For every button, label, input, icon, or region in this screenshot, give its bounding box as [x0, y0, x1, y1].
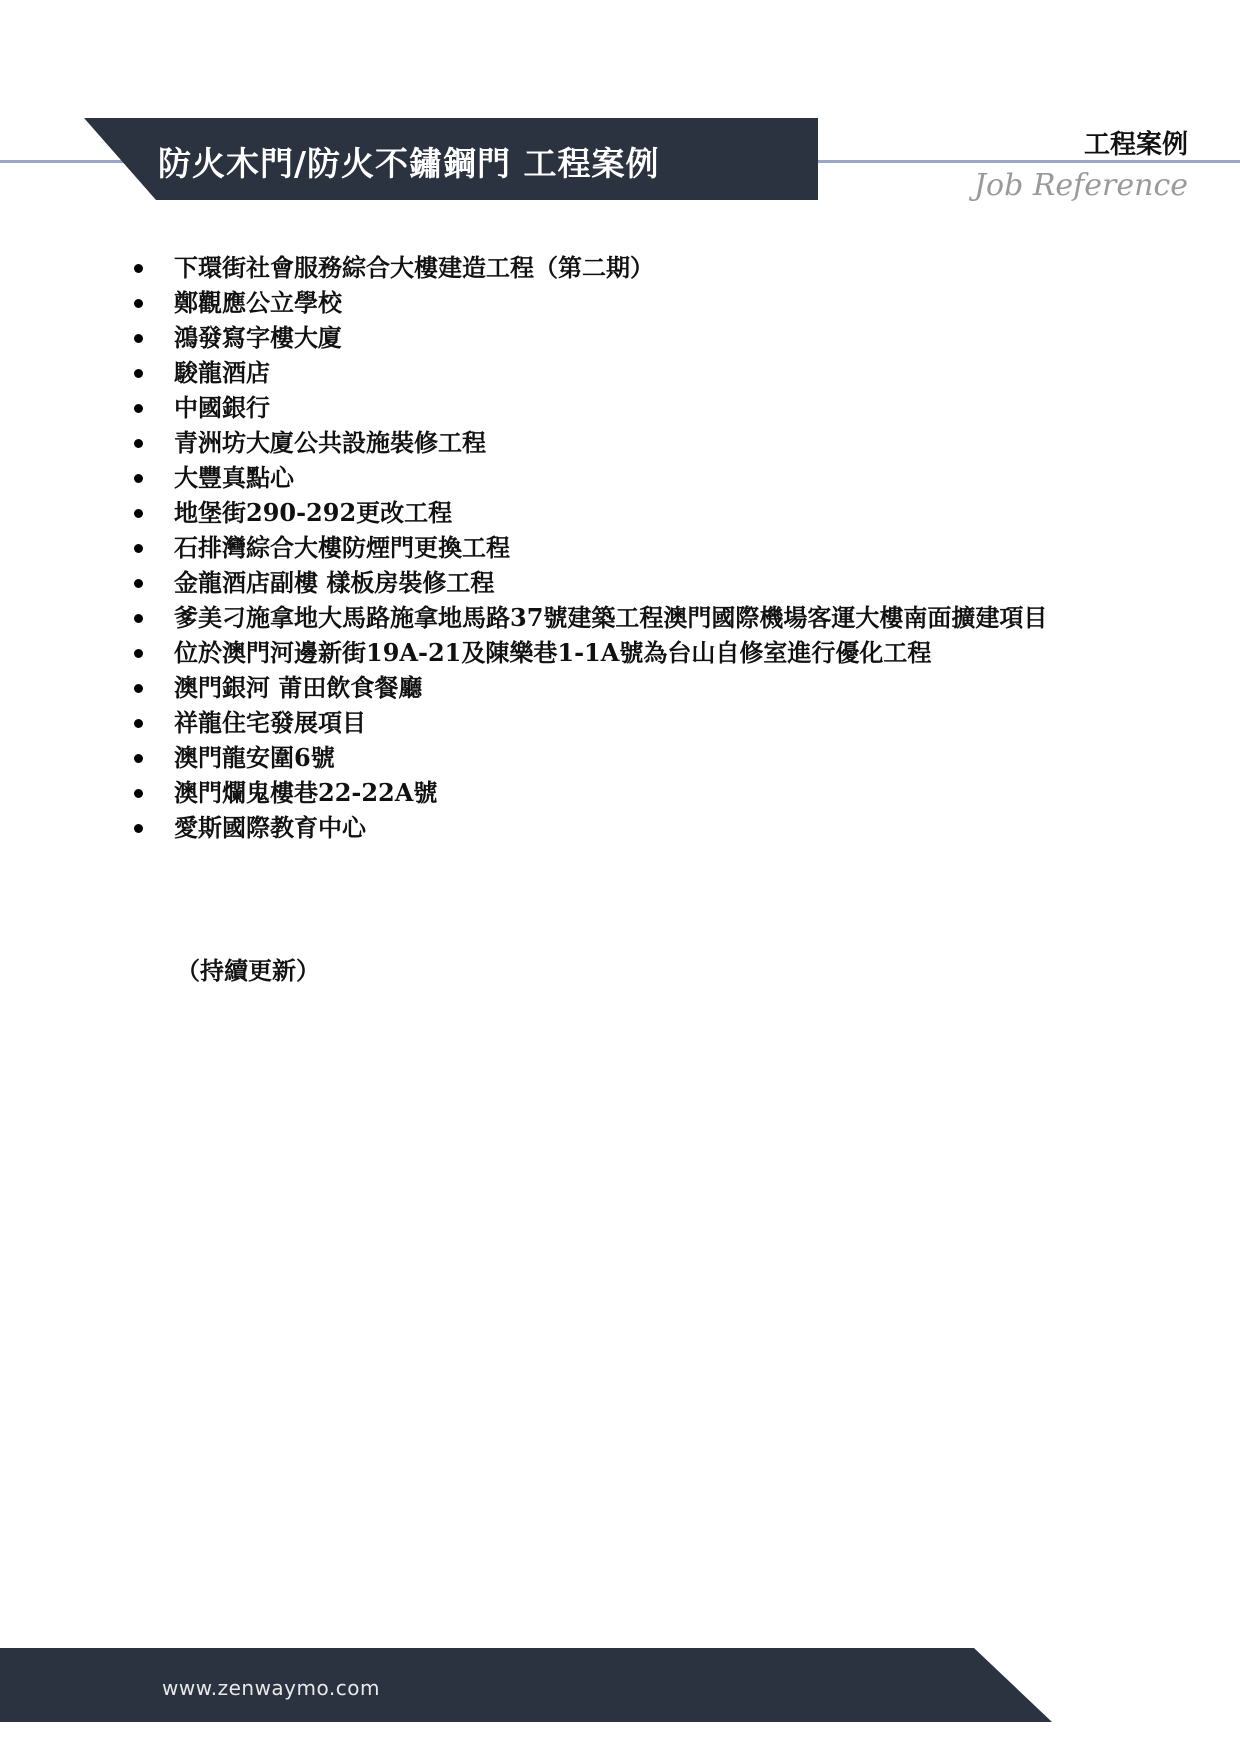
project-name: 愛斯國際教育中心 [174, 813, 366, 842]
project-name: 鄭觀應公立學校 [174, 288, 342, 317]
bullet-icon [134, 579, 143, 588]
list-item [124, 565, 1094, 600]
list-item [124, 390, 1094, 425]
list-item [124, 355, 1094, 390]
project-name: 位於澳門河邊新街19A-21及陳樂巷1-1A號為台山自修室進行優化工程 [174, 638, 932, 667]
bullet-icon [134, 334, 143, 343]
project-name: 青洲坊大廈公共設施裝修工程 [174, 428, 486, 457]
bullet-icon [134, 509, 143, 518]
bullet-icon [134, 614, 143, 623]
list-item [124, 250, 1094, 285]
list-item [124, 285, 1094, 320]
list-item [124, 635, 1094, 670]
list-item [124, 705, 1094, 740]
bullet-icon [134, 684, 143, 693]
section-label: 工程案例 [1083, 130, 1188, 159]
bullet-icon [134, 299, 143, 308]
page-title: 防火木門/防火不鏽鋼門 工程案例 [158, 144, 660, 183]
list-item [124, 740, 1094, 775]
list-item [124, 810, 1094, 845]
list-item [124, 425, 1094, 460]
bullet-icon [134, 719, 143, 728]
list-item [124, 530, 1094, 565]
bullet-icon [134, 824, 143, 833]
section-subtitle: Job Reference [974, 168, 1188, 203]
project-name: 澳門銀河 莆田飲食餐廳 [174, 673, 423, 702]
list-item [124, 460, 1094, 495]
project-name: 澳門龍安圍6號 [174, 743, 335, 772]
project-name: 爹美刁施拿地大馬路施拿地馬路37號建築工程澳門國際機場客運大樓南面擴建項目 [174, 603, 1048, 632]
list-item [124, 320, 1094, 355]
project-name: 中國銀行 [174, 393, 270, 422]
bullet-icon [134, 754, 143, 763]
bullet-icon [134, 789, 143, 798]
bullet-icon [134, 474, 143, 483]
footer-url: www.zenwaymo.com [162, 1676, 380, 1700]
project-name: 祥龍住宅發展項目 [174, 708, 366, 737]
bullet-icon [134, 649, 143, 658]
project-name: 大豐真點心 [174, 463, 294, 492]
list-item [124, 495, 1094, 530]
project-name: 澳門爛鬼樓巷22-22A號 [174, 778, 438, 807]
bullet-icon [134, 369, 143, 378]
bullet-icon [134, 439, 143, 448]
list-item [124, 775, 1094, 810]
project-name: 下環街社會服務綜合大樓建造工程（第二期） [174, 253, 654, 282]
bullet-icon [134, 404, 143, 413]
list-item [124, 670, 1094, 705]
project-list [124, 250, 1094, 845]
project-name: 地堡街290-292更改工程 [174, 498, 453, 527]
project-name: 駿龍酒店 [174, 358, 270, 387]
continued-note: （持續更新） [176, 956, 320, 985]
footer-bar [0, 1648, 1052, 1722]
bullet-icon [134, 264, 143, 273]
list-item [124, 600, 1094, 635]
project-name: 鴻發寫字樓大廈 [174, 323, 342, 352]
project-name: 金龍酒店副樓 樣板房裝修工程 [174, 568, 495, 597]
project-name: 石排灣綜合大樓防煙門更換工程 [174, 533, 510, 562]
bullet-icon [134, 544, 143, 553]
